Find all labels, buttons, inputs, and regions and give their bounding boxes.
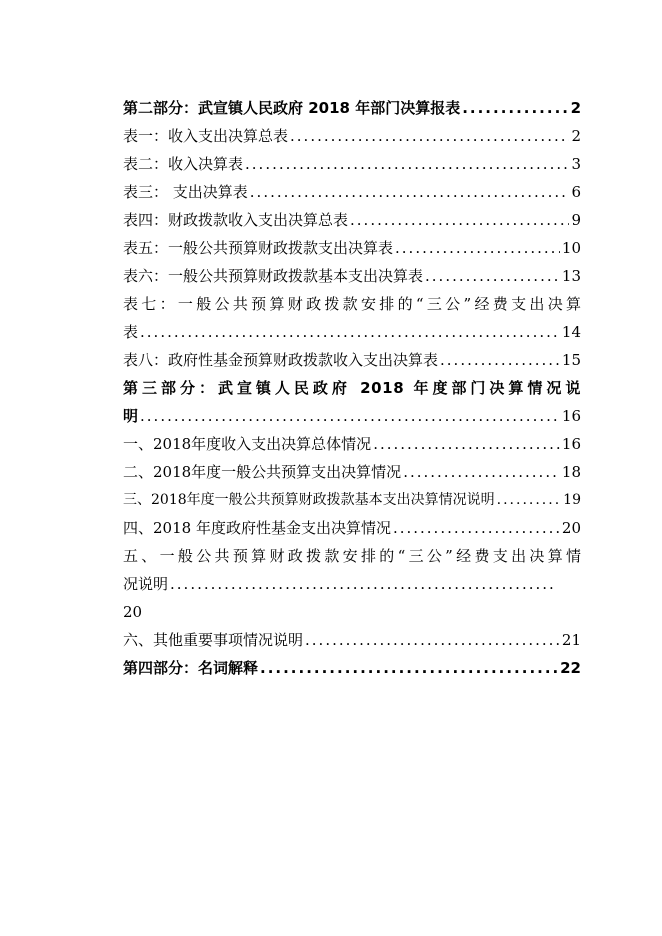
toc-page-number: 16 bbox=[561, 435, 581, 453]
toc-entry-label: 表 bbox=[123, 323, 139, 341]
toc-entry-label: 二、2018年度一般公共预算支出决算情况 bbox=[123, 463, 402, 481]
toc-leader-dots bbox=[497, 486, 562, 514]
toc-entry-label: 况说明 bbox=[123, 575, 169, 593]
toc-page-number: 20 bbox=[561, 519, 581, 537]
toc-leader-dots bbox=[403, 458, 560, 486]
toc-entry-label: 一、2018年度收入支出决算总体情况 bbox=[123, 435, 372, 453]
toc-page-number: 2 bbox=[570, 99, 581, 117]
toc-entry-section5-line2[interactable] bbox=[123, 570, 555, 598]
toc-entry-part3[interactable] bbox=[123, 402, 581, 430]
toc-leader-dots bbox=[440, 346, 560, 374]
toc-entry-label: 表五：一般公共预算财政拨款支出决算表 bbox=[123, 239, 394, 257]
toc-entry-label: 四、2018 年度政府性基金支出决算情况 bbox=[123, 519, 391, 537]
toc-entry-label: 明 bbox=[123, 407, 139, 425]
toc-entry-table3[interactable] bbox=[123, 178, 581, 206]
toc-entry-label: 六、其他重要事项情况说明 bbox=[123, 631, 304, 649]
toc-entry-label: 第四部分：名词解释 bbox=[123, 659, 259, 677]
toc-leader-dots bbox=[395, 234, 560, 262]
toc-leader-dots bbox=[425, 262, 560, 290]
toc-entry-table4[interactable] bbox=[123, 206, 581, 234]
toc-entry-section6[interactable] bbox=[123, 626, 581, 654]
toc-leader-dots bbox=[462, 94, 568, 122]
toc-leader-dots bbox=[260, 654, 558, 682]
toc-entry-part2[interactable] bbox=[123, 94, 581, 122]
toc-page-number: 18 bbox=[561, 463, 581, 481]
toc-entry-label: 表二：收入决算表 bbox=[123, 155, 244, 173]
toc-entry-section1[interactable] bbox=[123, 430, 581, 458]
toc-entry-table5[interactable] bbox=[123, 234, 581, 262]
toc-page-number: 3 bbox=[571, 155, 581, 173]
toc-page-number: 10 bbox=[561, 239, 581, 257]
toc-page-number: 15 bbox=[561, 351, 581, 369]
toc-page-number: 9 bbox=[571, 211, 581, 229]
toc-leader-dots bbox=[170, 570, 553, 598]
toc-entry-label: 三、2018年度一般公共预算财政拨款基本支出决算情况说明 bbox=[123, 492, 495, 508]
toc-entry-label: 表四：财政拨款收入支出决算总表 bbox=[123, 211, 349, 229]
toc-leader-dots bbox=[250, 178, 570, 206]
toc-entry-section5-page: 20 bbox=[123, 603, 143, 621]
toc-page-number: 19 bbox=[563, 492, 581, 508]
toc-entry-part3-line1[interactable]: 第三部分：武宣镇人民政府 2018 年度部门决算情况说 bbox=[123, 379, 581, 397]
toc-leader-dots bbox=[393, 514, 560, 542]
toc-leader-dots bbox=[245, 150, 569, 178]
toc-leader-dots bbox=[373, 430, 560, 458]
toc-entry-label: 表八：政府性基金预算财政拨款收入支出决算表 bbox=[123, 351, 439, 369]
toc-leader-dots bbox=[140, 402, 560, 430]
toc-entry-label: 表一：收入支出决算总表 bbox=[123, 127, 289, 145]
toc-entry-table2[interactable] bbox=[123, 150, 581, 178]
toc-leader-dots bbox=[140, 318, 560, 346]
toc-page-number: 13 bbox=[561, 267, 581, 285]
toc-entry-table1[interactable] bbox=[123, 122, 581, 150]
toc-page-number: 16 bbox=[561, 407, 581, 425]
toc-entry-section2[interactable] bbox=[123, 458, 581, 486]
toc-entry-part4[interactable] bbox=[123, 654, 581, 682]
toc-page-number: 2 bbox=[571, 127, 581, 145]
toc-entry-table6[interactable] bbox=[123, 262, 581, 290]
toc-entry-section4[interactable] bbox=[123, 514, 581, 542]
table-of-contents bbox=[123, 94, 581, 682]
toc-page-number: 22 bbox=[560, 659, 581, 677]
toc-entry-table8[interactable] bbox=[123, 346, 581, 374]
toc-entry-label: 表三： 支出决算表 bbox=[123, 183, 248, 201]
toc-page-number: 14 bbox=[561, 323, 581, 341]
toc-entry-section3[interactable] bbox=[123, 486, 581, 514]
toc-leader-dots bbox=[350, 206, 569, 234]
toc-entry-label: 第二部分：武宣镇人民政府 2018 年部门决算报表 bbox=[123, 99, 461, 117]
toc-page-number: 6 bbox=[571, 183, 581, 201]
toc-entry-label: 表六：一般公共预算财政拨款基本支出决算表 bbox=[123, 267, 424, 285]
toc-entry-table7-line1[interactable]: 表七：一般公共预算财政拨款安排的“三公”经费支出决算 bbox=[123, 295, 581, 313]
toc-leader-dots bbox=[305, 626, 560, 654]
toc-entry-table7[interactable] bbox=[123, 318, 581, 346]
toc-leader-dots bbox=[290, 122, 569, 150]
toc-page-number: 21 bbox=[561, 631, 581, 649]
toc-entry-section5-line1[interactable]: 五、一般公共预算财政拨款安排的“三公”经费支出决算情 bbox=[123, 547, 581, 565]
